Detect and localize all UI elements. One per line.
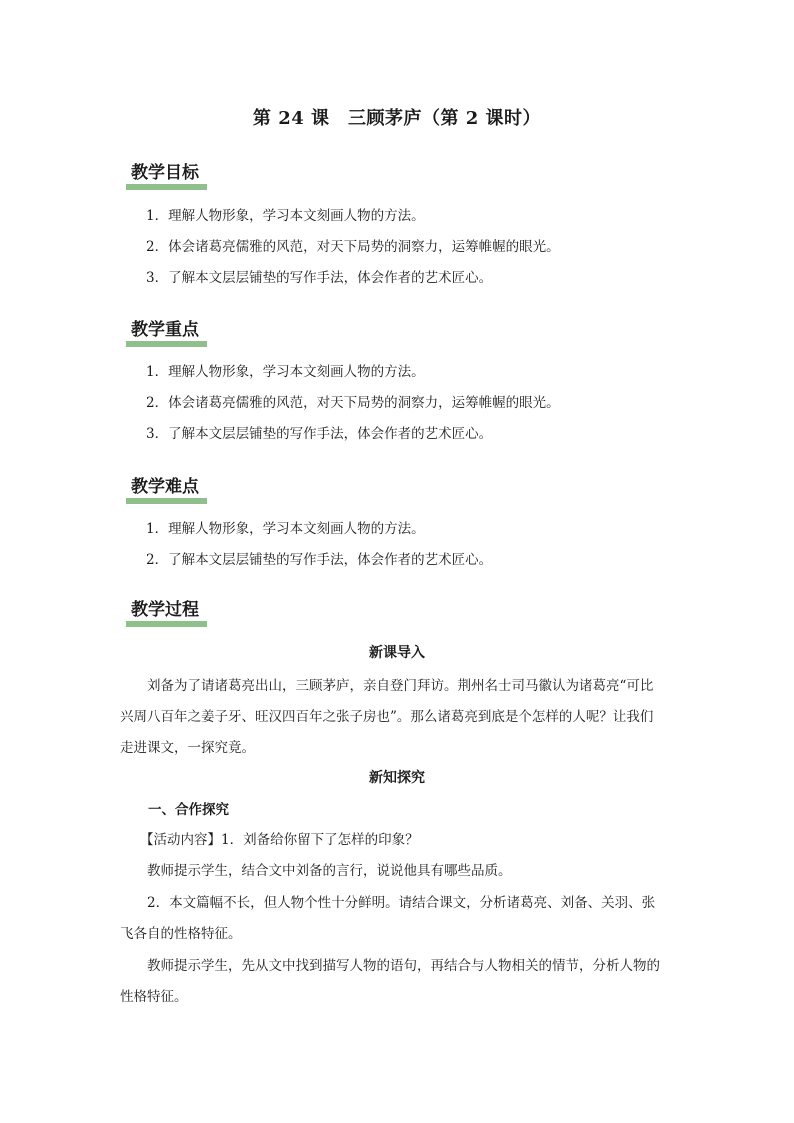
section-heading-difficulties: 教学难点 (129, 476, 201, 500)
section-heading-objectives: 教学目标 (129, 162, 201, 186)
hint-2-line: 性格特征。 (120, 989, 188, 1005)
intro-paragraph-line: 刘备为了请诸葛亮出山，三顾茅庐，亲自登门拜访。荆州名士司马徽认为诸葛亮“可比 (147, 678, 654, 694)
question-2-line: 2．本文篇幅不长，但人物个性十分鲜明。请结合课文，分析诸葛亮、刘备、关羽、张 (147, 895, 656, 911)
subsection-title: 一、合作探究 (148, 802, 229, 818)
objective-item: 3．了解本文层层铺垫的写作手法，体会作者的艺术匠心。 (146, 270, 493, 286)
section-heading-process: 教学过程 (129, 599, 201, 623)
hint-2-line: 教师提示学生，先从文中找到描写人物的语句，再结合与人物相关的情节，分析人物的 (147, 958, 660, 974)
activity-line (140, 831, 419, 849)
difficulty-item: 1．理解人物形象，学习本文刻画人物的方法。 (146, 521, 425, 537)
objective-item: 2．体会诸葛亮儒雅的风范，对天下局势的洞察力，运筹帷幄的眼光。 (146, 239, 560, 255)
intro-heading: 新课导入 (369, 645, 425, 661)
intro-paragraph-line: 走进课文，一探究竟。 (120, 740, 255, 756)
objective-item: 1．理解人物形象，学习本文刻画人物的方法。 (146, 208, 425, 224)
section-heading-key-points: 教学重点 (129, 319, 201, 343)
question-2-line: 飞各自的性格特征。 (120, 926, 242, 942)
activity-label: 【活动内容】 (140, 832, 221, 848)
key-point-item: 1．理解人物形象，学习本文刻画人物的方法。 (146, 364, 425, 380)
activity-question-1: 1．刘备给你留下了怎样的印象？ (221, 832, 419, 848)
intro-paragraph-line: 兴周八百年之姜子牙、旺汉四百年之张子房也”。那么诸葛亮到底是个怎样的人呢？让我们 (120, 709, 654, 725)
difficulty-item: 2．了解本文层层铺垫的写作手法，体会作者的艺术匠心。 (146, 552, 493, 568)
hint-line: 教师提示学生，结合文中刘备的言行，说说他具有哪些品质。 (147, 863, 512, 879)
lesson-title: 第 24 课 三顾茅庐（第 2 课时） (252, 108, 542, 129)
key-point-item: 3．了解本文层层铺垫的写作手法，体会作者的艺术匠心。 (146, 426, 493, 442)
explore-heading: 新知探究 (369, 770, 425, 786)
key-point-item: 2．体会诸葛亮儒雅的风范，对天下局势的洞察力，运筹帷幄的眼光。 (146, 395, 560, 411)
